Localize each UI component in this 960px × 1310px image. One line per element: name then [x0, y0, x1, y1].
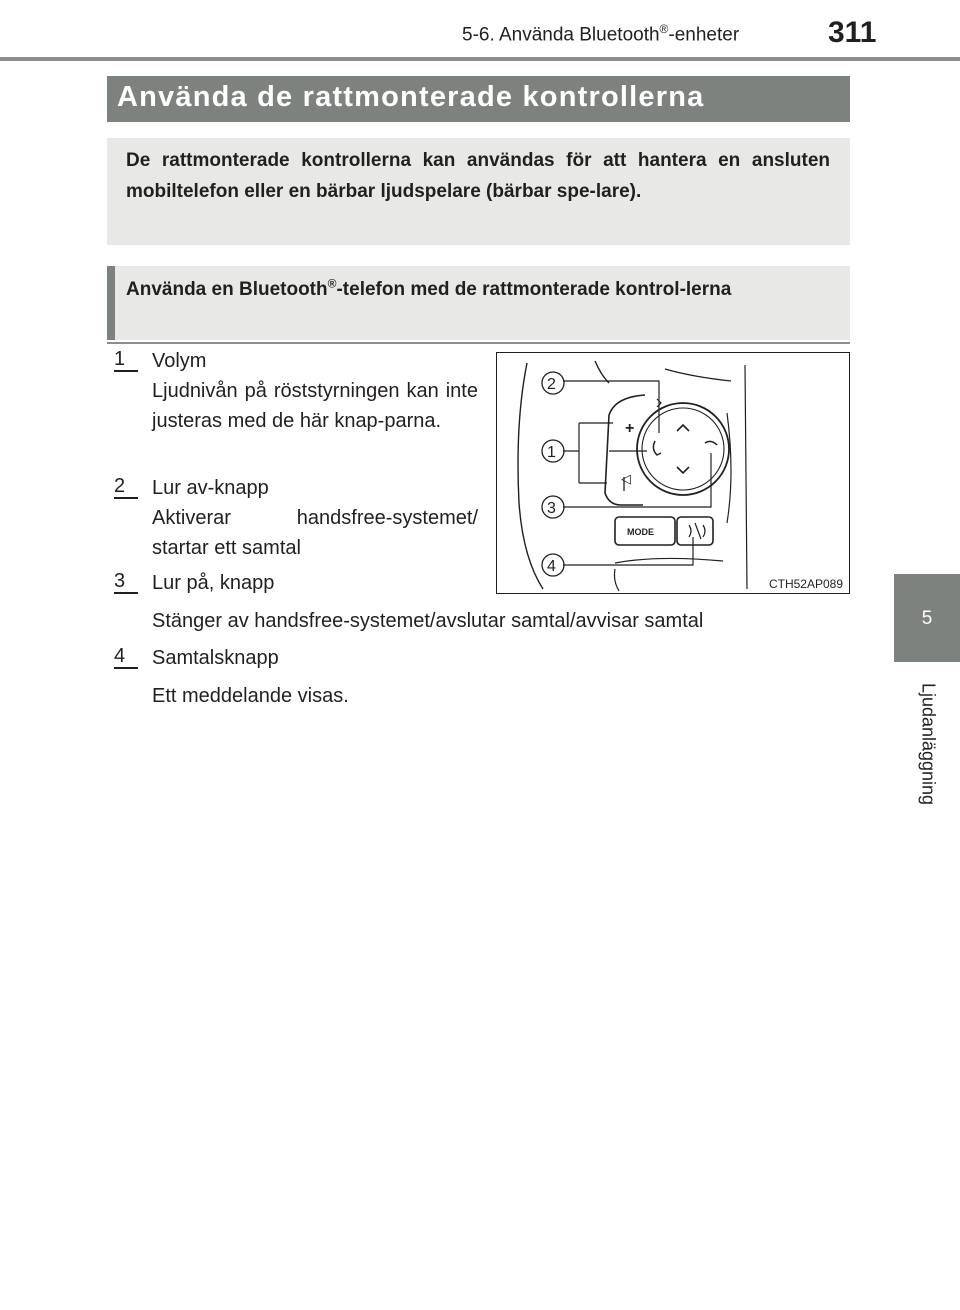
section-title-bar [107, 76, 850, 122]
steering-wheel-illustration [497, 353, 849, 593]
item-number-2: 2 [114, 475, 126, 497]
steering-controls-figure [496, 352, 850, 594]
item-description-4: Ett meddelande visas. [152, 685, 349, 707]
callout-label-1: 1 [547, 444, 556, 461]
volume-down-symbol: ◁ [621, 471, 631, 486]
subsection-divider [107, 342, 850, 344]
subsection-box [107, 266, 850, 340]
chapter-tab [894, 574, 960, 662]
subsection-accent [107, 266, 115, 340]
talk-icon [689, 523, 705, 539]
volume-rocker [605, 395, 645, 505]
volume-up-symbol: + [625, 420, 635, 437]
item-number-1: 1 [114, 348, 126, 370]
item-number-4: 4 [114, 645, 126, 667]
phone-off-hook-icon [653, 441, 661, 455]
callout-label-4: 4 [547, 558, 556, 575]
phone-on-hook-icon [705, 441, 717, 445]
item-title-2: Lur av-knapp [152, 477, 269, 499]
item-description-3: Stänger av handsfree-systemet/avslutar samtal/avvisar samtal [152, 610, 704, 632]
callout-label-2: 2 [547, 376, 556, 393]
item-description-2: Aktiverar handsfree-systemet/ startar ett samtal [152, 507, 478, 559]
item-title-3: Lur på, knapp [152, 572, 275, 594]
chevron-down-icon [677, 467, 689, 473]
intro-text: De rattmonterade kontrollerna kan användas för att hantera en ansluten mobiltelefon eller en bärbar ljudspelare (bärbar spe-lare). [126, 150, 830, 202]
section-title: Använda de rattmonterade kontrollerna [117, 81, 705, 113]
item-title-4: Samtalsknapp [152, 647, 279, 669]
item-title-1: Volym [152, 350, 207, 372]
page-number: 311 [828, 16, 877, 49]
subsection-title: Använda en Bluetooth®-telefon med de rattmonterade kontrol-lerna [126, 276, 732, 300]
mode-button-label: MODE [627, 527, 654, 537]
chapter-tab-number: 5 [921, 608, 933, 629]
item-description-1: Ljudnivån på röststyrningen kan inte justeras med de här knap-parna. [152, 380, 478, 432]
chapter-tab-label: Ljudanläggning [918, 682, 939, 806]
header-divider [0, 57, 960, 61]
figure-code: CTH52AP089 [768, 577, 843, 591]
callout-label-3: 3 [547, 500, 556, 517]
control-dial [637, 403, 729, 495]
intro-box [107, 138, 850, 245]
talk-button [677, 517, 713, 545]
chevron-up-icon [677, 425, 689, 431]
chapter-heading: 5-6. Använda Bluetooth®-enheter [462, 22, 740, 46]
item-number-3: 3 [114, 570, 126, 592]
